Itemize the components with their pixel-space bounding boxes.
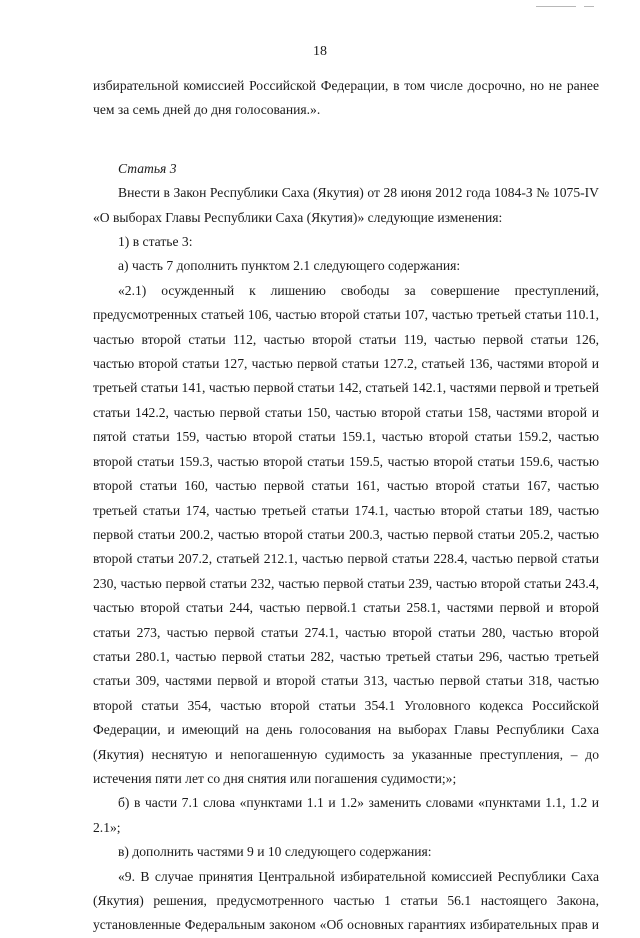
- document-body: [93, 74, 599, 938]
- scan-line: [584, 6, 594, 7]
- clause-2-1: «2.1) осужденный к лишению свободы за совершение преступлений, предусмотренных статьей 106, частью второй статьи 107, частью третьей статьи 110.1, частью второй статьи 112, частью второй статьи 119, частью первой статьи 126, частью второй статьи 127, частью первой статьи 127.2, статьей 136, частями второй и третьей статьи 141, частью первой статьи 142, статьей 142.1, частями первой и третьей статьи 142.2, частью первой статьи 150, частью второй статьи 158, частями второй и пятой статьи 159, частью второй статьи 159.1, частью второй статьи 159.2, частью второй статьи 159.3, частью второй статьи 159.5, частью второй статьи 159.6, частью второй статьи 160, частью первой статьи 161, частью второй статьи 167, частью третьей статьи 174, частью третьей статьи 174.1, частью второй статьи 189, частью первой статьи 200.2, частью второй статьи 200.3, частью первой статьи 205.2, частью второй статьи 207.2, статьей 212.1, частью первой статьи 228.4, частью первой статьи 230, частью первой статьи 232, частью первой статьи 239, частью второй статьи 243.4, частью второй статьи 244, частью первой.1 статьи 258.1, частями первой и второй статьи 273, частью первой статьи 274.1, частью второй статьи 280, частью второй статьи 280.1, частью первой статьи 282, частью третьей статьи 296, частью третьей статьи 309, частями первой и второй статьи 313, частью первой статьи 318, частью второй статьи 354, частью второй статьи 354.1 Уголовного кодекса Российской Федерации, и имеющий на день голосования на выборах Главы Республики Саха (Якутия) неснятую и непогашенную судимость за указанные преступления, – до истечения пяти лет со дня снятия или погашения судимости;»;: [93, 282, 599, 786]
- subitem-a: а) часть 7 дополнить пунктом 2.1 следующего содержания:: [118, 258, 461, 274]
- scan-artifact: [536, 6, 594, 7]
- subitem-v: в) дополнить частями 9 и 10 следующего содержания:: [118, 844, 432, 860]
- subitem-b: б) в части 7.1 слова «пунктами 1.1 и 1.2» заменить словами «пунктами 1.1, 1.2 и 2.1»;: [93, 795, 599, 835]
- article-heading: Статья 3: [118, 160, 177, 176]
- continued-paragraph: избирательной комиссией Российской Федерации, в том числе досрочно, но не ранее чем за семь дней до дня голосования.».: [93, 78, 599, 118]
- scan-line: [536, 6, 576, 7]
- page-number: 18: [313, 44, 327, 59]
- clause-9: «9. В случае принятия Центральной избирательной комиссией Республики Саха (Якутия) решения, предусмотренного частью 1 статьи 56.1 настоящего Закона, установленные Федеральным законом «Об основных гарантиях избирательных прав и: [93, 868, 599, 933]
- list-item-1: 1) в статье 3:: [118, 234, 193, 250]
- amendment-intro: Внести в Закон Республики Саха (Якутия) от 28 июня 2012 года 1084-З № 1075-IV «О выборах Главы Республики Саха (Якутия)» следующие изменения:: [93, 185, 599, 225]
